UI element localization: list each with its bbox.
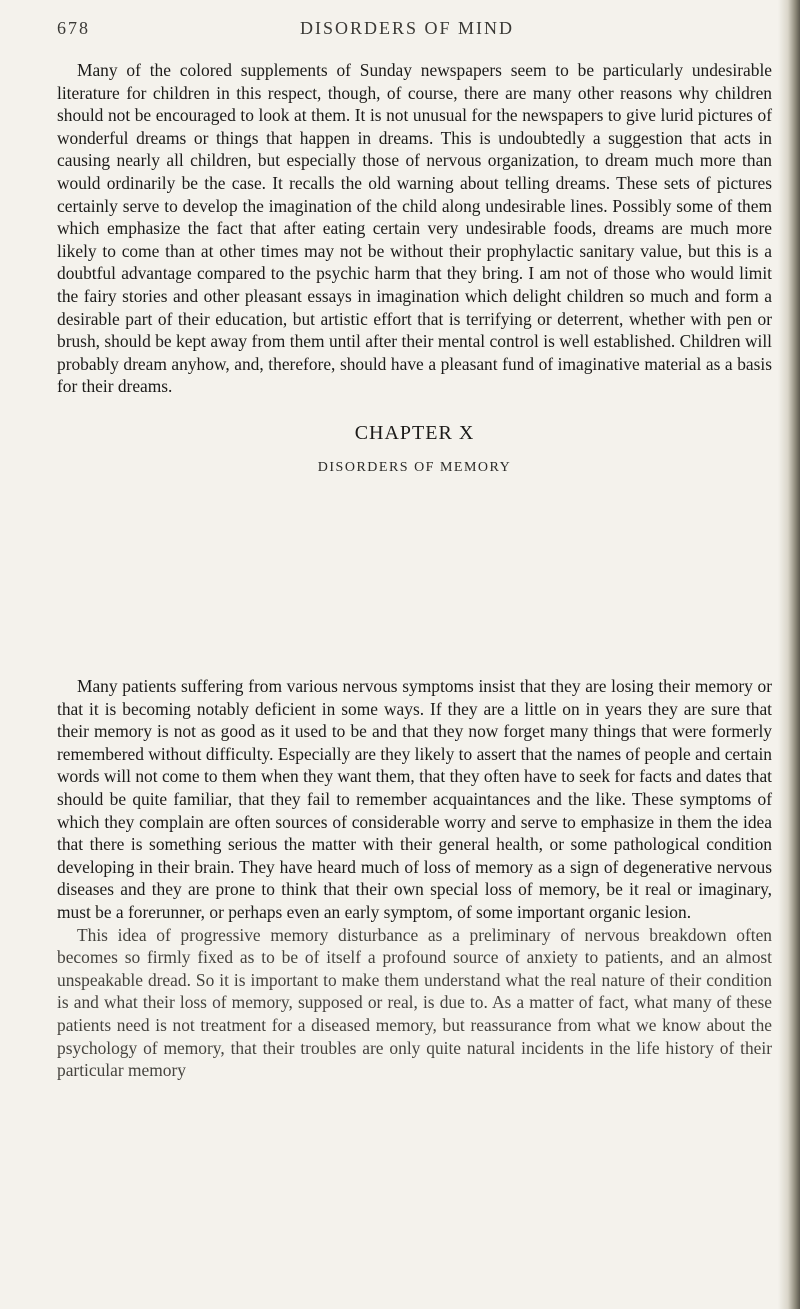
paragraph: Many patients suffering from various nervous symptoms insist that they are losing their memory or that it is becoming notably deficient in some ways. If they are a little on in years they are sure that their memory is not as good as it used to be and that they now forget many things that were formerly remembered without difficulty. Especially are they likely to assert that the names of people and certain words will not come to them when they want them, that they often have to seek for facts and dates that should be quite familiar, that they fail to remember acquaintances and the like. These symptoms of which they complain are often sources of considerable worry and serve to emphasize in them the idea that there is something serious the matter with their general health, or some pathological condition developing in their brain. They have heard much of loss of memory as a sign of degenerative nervous diseases and they are prone to think that their own special loss of memory, be it real or imaginary, must be a forerunner, or perhaps even an early symptom, of some important organic lesion.: [57, 676, 772, 922]
paragraph: Many of the colored supplements of Sunday newspapers seem to be particularly undesirable literature for children in this respect, though, of course, there are many other reasons why children should not be encouraged to look at them. It is not unusual for the newspapers to give lurid pictures of wonderful dreams or things that happen in dreams. This is undoubtedly a suggestion that acts in causing nearly all children, but especially those of nervous organization, to dream much more than would ordinarily be the case. It recalls the old warning about telling dreams. These sets of pictures certainly serve to develop the imagination of the child along undesirable lines. Possibly some of them which emphasize the fact that after eating certain very undesirable foods, dreams are much more likely to come than at other times may not be without their prophylactic sanitary value, but this is a doubtful advantage compared to the psychic harm that they bring. I am not of those who would limit the fairy stories and other pleasant essays in imagination which delight children so much and form a desirable part of their education, but artistic effort that is terrifying or deterrent, whether with pen or brush, should be kept away from them until after their mental control is well established. Children will probably dream anyhow, and, therefore, should have a pleasant fund of imaginative material as a basis for their dreams.: [57, 60, 772, 397]
running-title: DISORDERS OF MIND: [299, 18, 515, 38]
chapter-title: DISORDERS OF MEMORY: [317, 460, 512, 475]
text-block-top: [57, 59, 772, 398]
page-number: 678: [57, 18, 90, 38]
paragraph: This idea of progressive memory disturbance as a preliminary of nervous breakdown often becomes so firmly fixed as to be of itself a profound source of anxiety to patients, and an almost unspeakable dread. So it is important to make them understand what the real nature of their condition is and what their loss of memory, supposed or real, is due to. As a matter of fact, what many of these patients need is not treatment for a diseased memory, but reassurance from what we know about the psychology of memory, that their troubles are only quite natural incidents in the life history of their particular memory: [57, 924, 772, 1081]
chapter-heading: CHAPTER X: [354, 422, 475, 444]
page-binding-edge: [778, 0, 800, 1309]
text-block-bottom: [57, 675, 772, 1082]
running-header: [57, 18, 757, 46]
